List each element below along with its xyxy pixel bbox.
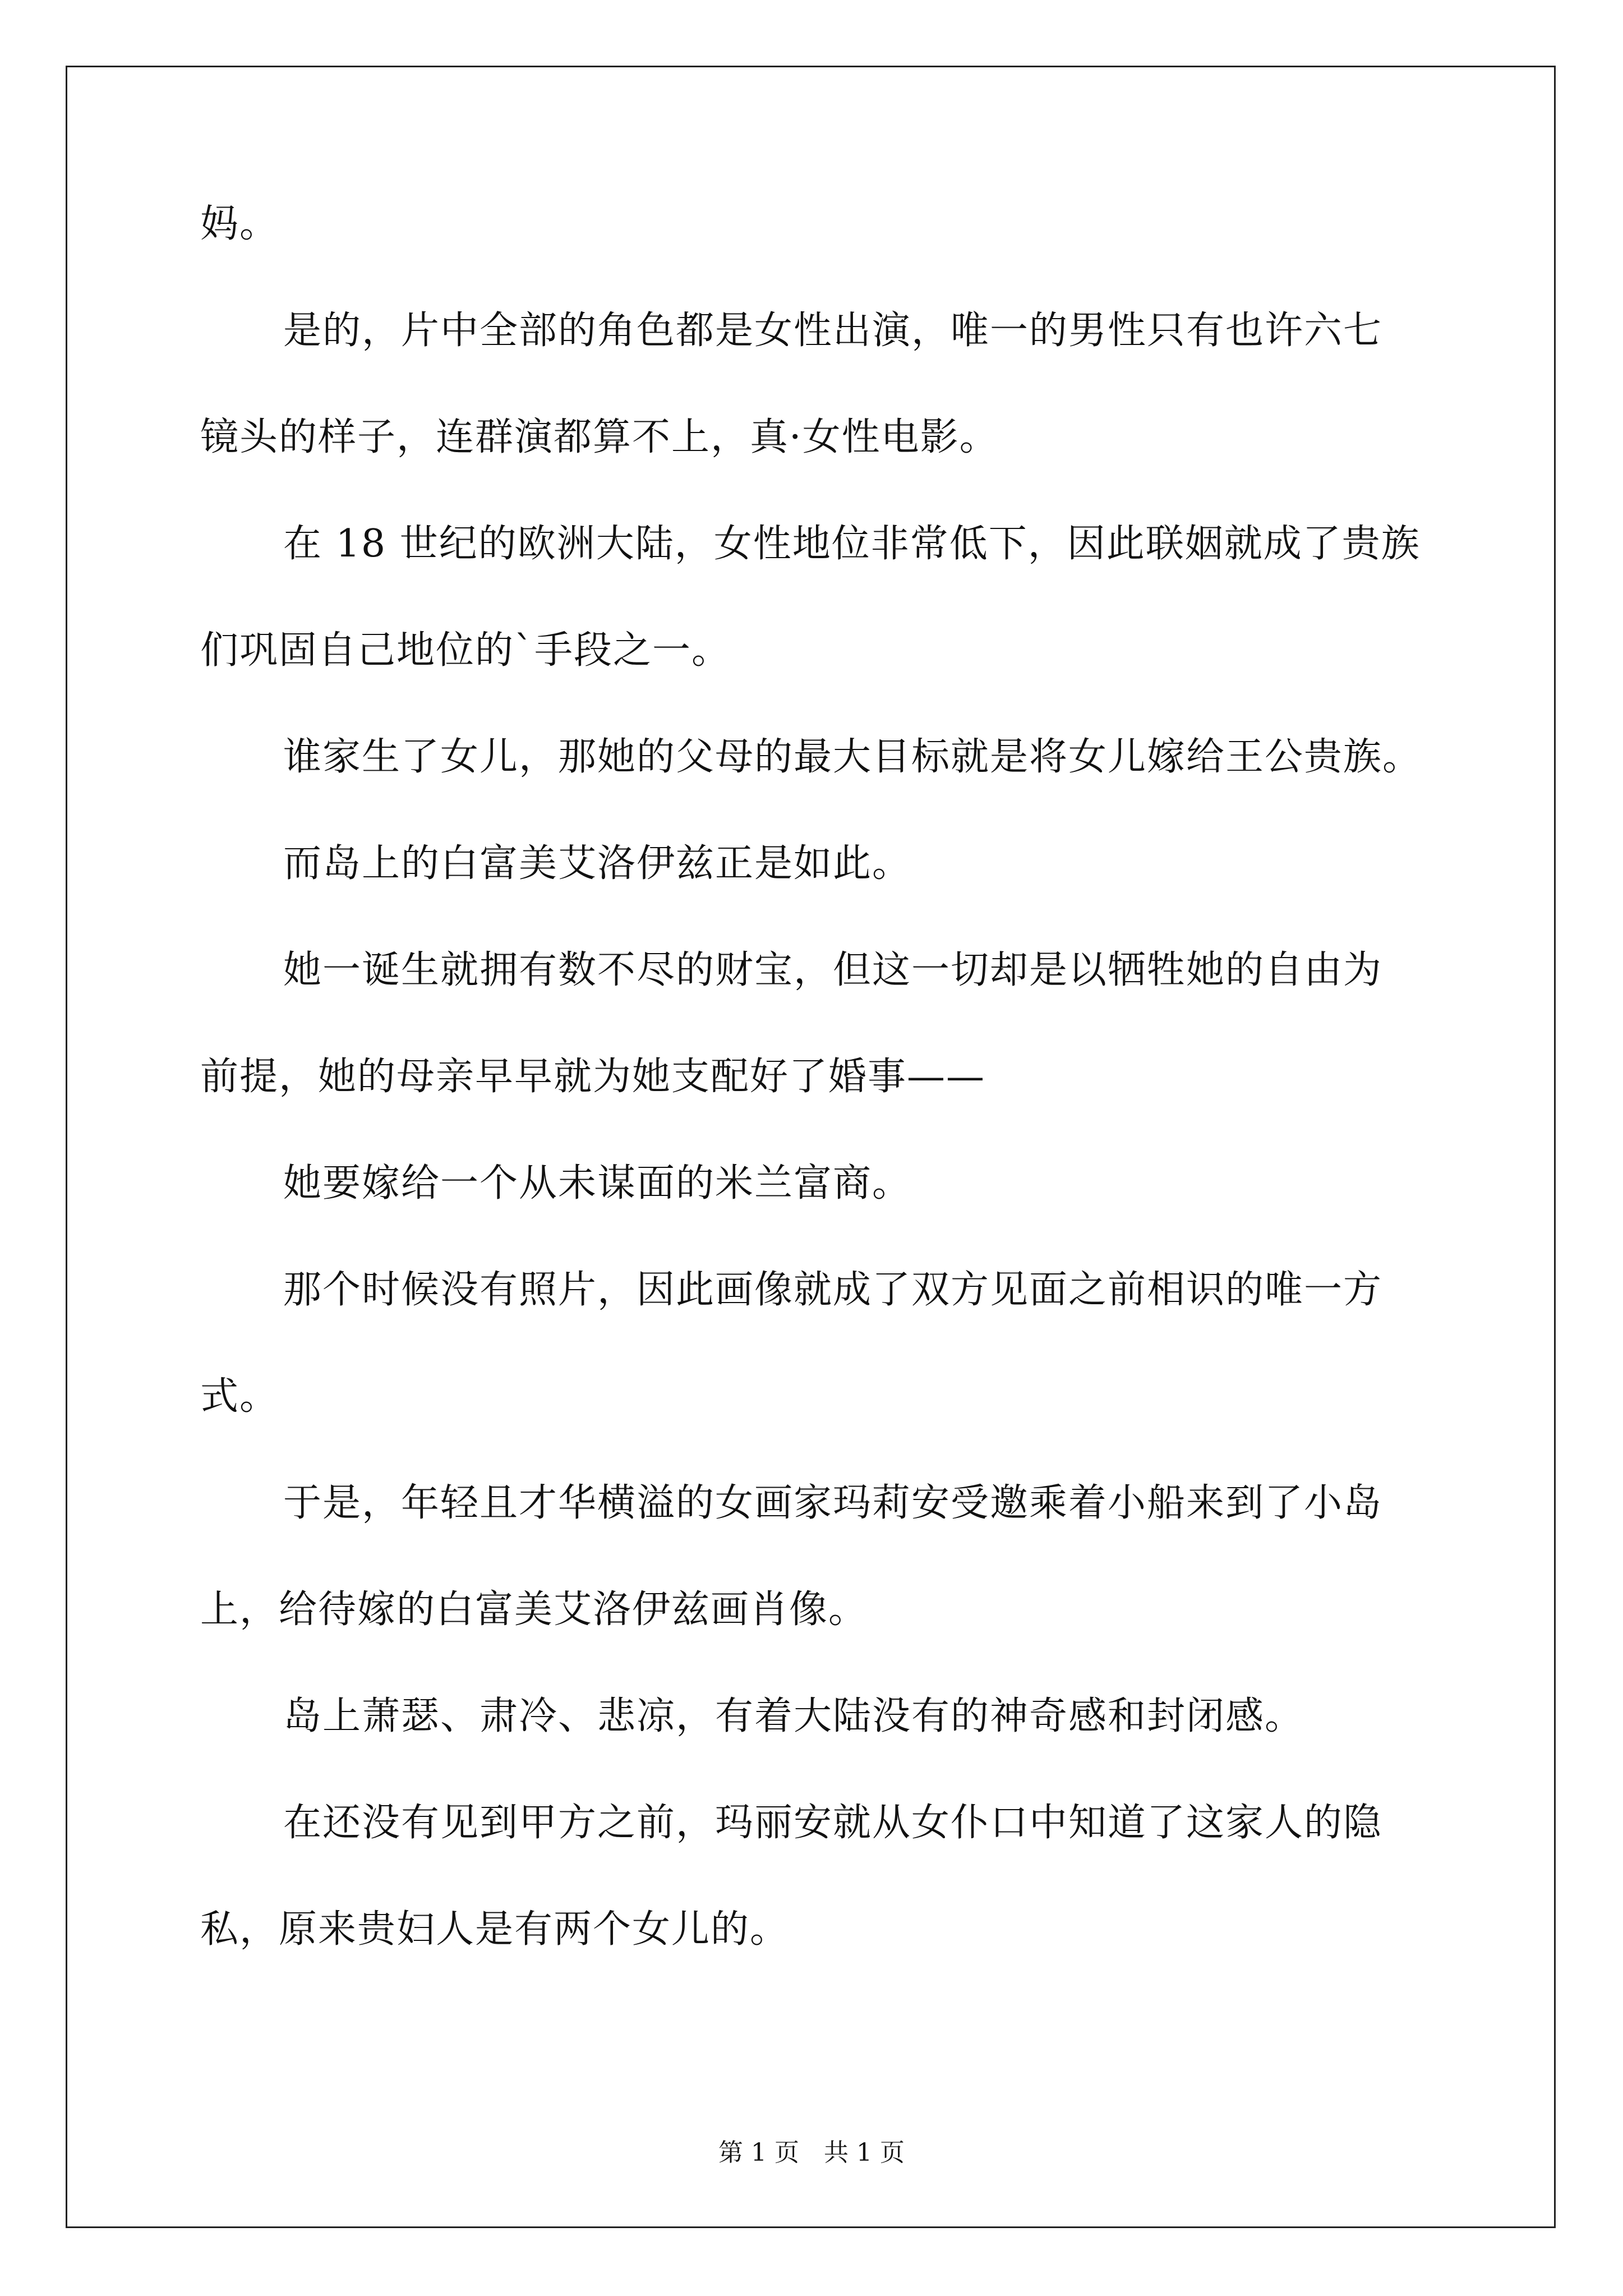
page-border — [66, 66, 1556, 2228]
text-line: 妈。 — [200, 202, 279, 246]
text-line: 私，原来贵妇人是有两个女儿的。 — [200, 1907, 790, 1952]
text-line: 镜头的样子，连群演都算不上，真·女性电影。 — [200, 415, 999, 459]
text-line: 在还没有见到甲方之前，玛丽安就从女仆口中知道了这家人的隐 — [283, 1801, 1383, 1845]
text-line: 上，给待嫁的白富美艾洛伊兹画肖像。 — [200, 1588, 868, 1632]
text-line: 们巩固自己地位的`手段之一。 — [200, 628, 731, 673]
text-line: 岛上萧瑟、肃冷、悲凉，有着大陆没有的神奇感和封闭感。 — [283, 1694, 1304, 1738]
text-line: 而岛上的白富美艾洛伊兹正是如此。 — [283, 841, 912, 886]
text-line: 在 18 世纪的欧洲大陆，女性地位非常低下，因此联姻就成了贵族 — [283, 522, 1421, 566]
text-line: 谁家生了女儿，那她的父母的最大目标就是将女儿嫁给王公贵族。 — [283, 735, 1422, 779]
text-line: 式。 — [200, 1374, 279, 1419]
text-line: 是的，片中全部的角色都是女性出演，唯一的男性只有也许六七 — [283, 309, 1383, 353]
text-line: 前提，她的母亲早早就为她支配好了婚事—— — [200, 1055, 986, 1099]
text-line: 她一诞生就拥有数不尽的财宝，但这一切却是以牺牲她的自由为 — [283, 948, 1383, 992]
text-line: 那个时候没有照片，因此画像就成了双方见面之前相识的唯一方 — [283, 1268, 1383, 1312]
text-line: 于是，年轻且才华横溢的女画家玛莉安受邀乘着小船来到了小岛 — [283, 1481, 1383, 1525]
page-footer: 第 1 页 共 1 页 — [718, 2138, 905, 2167]
text-line: 她要嫁给一个从未谋面的米兰富商。 — [283, 1161, 912, 1205]
